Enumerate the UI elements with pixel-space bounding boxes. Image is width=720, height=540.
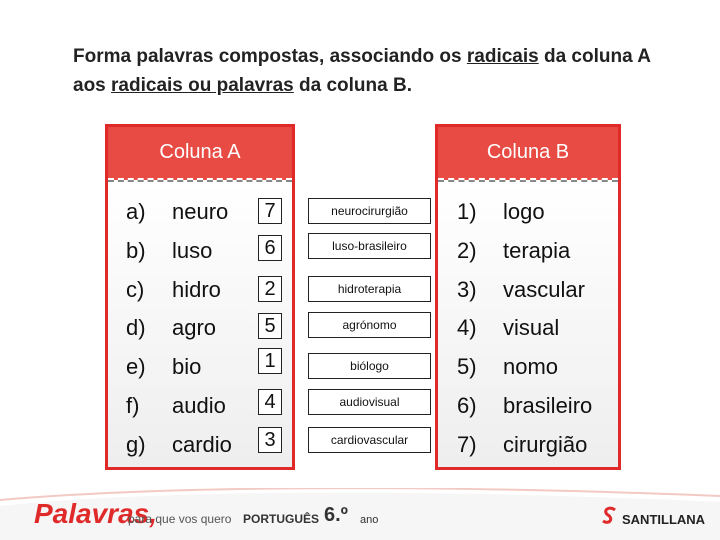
item-label: 6)	[457, 393, 477, 418]
column-a-item	[126, 389, 226, 423]
santillana-logo-icon	[601, 506, 619, 526]
instruction-underlined-radicais-palavras: radicais ou palavras	[111, 75, 294, 96]
column-a-item	[126, 273, 221, 307]
instruction-part-1: Forma palavras compostas, associando os	[73, 46, 467, 67]
palavras-logo: Palavras,	[34, 498, 157, 529]
item-label: d)	[126, 315, 146, 340]
instruction-part-5: da coluna B.	[293, 75, 412, 96]
item-text: neuro	[172, 199, 229, 224]
answer-number-box[interactable]: 4	[258, 389, 282, 415]
column-a-divider	[108, 180, 292, 182]
item-text: visual	[503, 315, 560, 340]
answer-number-box[interactable]: 6	[258, 235, 282, 261]
column-b-item	[457, 273, 585, 307]
instruction-underlined-radicais: radicais	[466, 46, 539, 67]
answer-word-box[interactable]: audiovisual	[308, 389, 431, 415]
item-text: nomo	[503, 354, 559, 379]
instruction-text	[73, 42, 653, 100]
item-text: brasileiro	[503, 393, 593, 418]
answer-word-box[interactable]: agrónomo	[308, 312, 431, 338]
answer-number-box[interactable]: 5	[258, 313, 282, 339]
item-label: a)	[126, 199, 146, 224]
column-b-item	[457, 428, 587, 462]
column-a-item	[126, 350, 201, 384]
item-text: cirurgião	[503, 432, 588, 457]
item-label: 7)	[457, 432, 477, 457]
column-a-item	[126, 195, 228, 229]
item-label: e)	[126, 354, 146, 379]
item-label: 2)	[457, 238, 477, 263]
answer-number-box[interactable]: 2	[258, 276, 282, 302]
item-label: g)	[126, 432, 146, 457]
item-label: 1)	[457, 199, 477, 224]
item-text: luso	[172, 238, 213, 263]
item-label: 3)	[457, 277, 477, 302]
footer-grade-suffix: ano	[360, 514, 379, 526]
publisher-name: SANTILLANA	[622, 512, 706, 527]
item-text: hidro	[172, 277, 221, 302]
item-text: audio	[172, 393, 226, 418]
item-text: agro	[172, 315, 217, 340]
instruction-part-3: da coluna A aos	[73, 46, 651, 96]
column-b-item	[457, 350, 558, 384]
item-label: 5)	[457, 354, 477, 379]
answer-word-box[interactable]: luso-brasileiro	[308, 233, 431, 259]
footer-grade: 6.º	[324, 504, 348, 526]
footer-tagline: para que vos quero	[128, 512, 232, 526]
column-a-item	[126, 311, 216, 345]
column-a-header: Coluna A	[108, 127, 292, 180]
column-a-item	[126, 234, 212, 268]
column-b-item	[457, 311, 559, 345]
column-b-item	[457, 389, 592, 423]
item-text: bio	[172, 354, 202, 379]
column-b-item	[457, 195, 545, 229]
footer-subject: PORTUGUÊS	[243, 512, 320, 526]
answer-word-box[interactable]: biólogo	[308, 353, 431, 379]
item-label: f)	[126, 393, 140, 418]
item-text: logo	[503, 199, 545, 224]
item-text: vascular	[503, 277, 585, 302]
answer-word-box[interactable]: cardiovascular	[308, 427, 431, 453]
answer-word-box[interactable]: neurocirurgião	[308, 198, 431, 224]
item-label: 4)	[457, 315, 477, 340]
answer-number-box[interactable]: 3	[258, 427, 282, 453]
column-b-header: Coluna B	[438, 127, 618, 180]
item-text: cardio	[172, 432, 232, 457]
answer-word-box[interactable]: hidroterapia	[308, 276, 431, 302]
column-a-item	[126, 428, 232, 462]
item-text: terapia	[503, 238, 571, 263]
item-label: c)	[126, 277, 145, 302]
column-b-divider	[438, 180, 618, 182]
item-label: b)	[126, 238, 146, 263]
answer-number-box[interactable]: 7	[258, 198, 282, 224]
column-b-item	[457, 234, 570, 268]
answer-number-box[interactable]: 1	[258, 348, 282, 374]
